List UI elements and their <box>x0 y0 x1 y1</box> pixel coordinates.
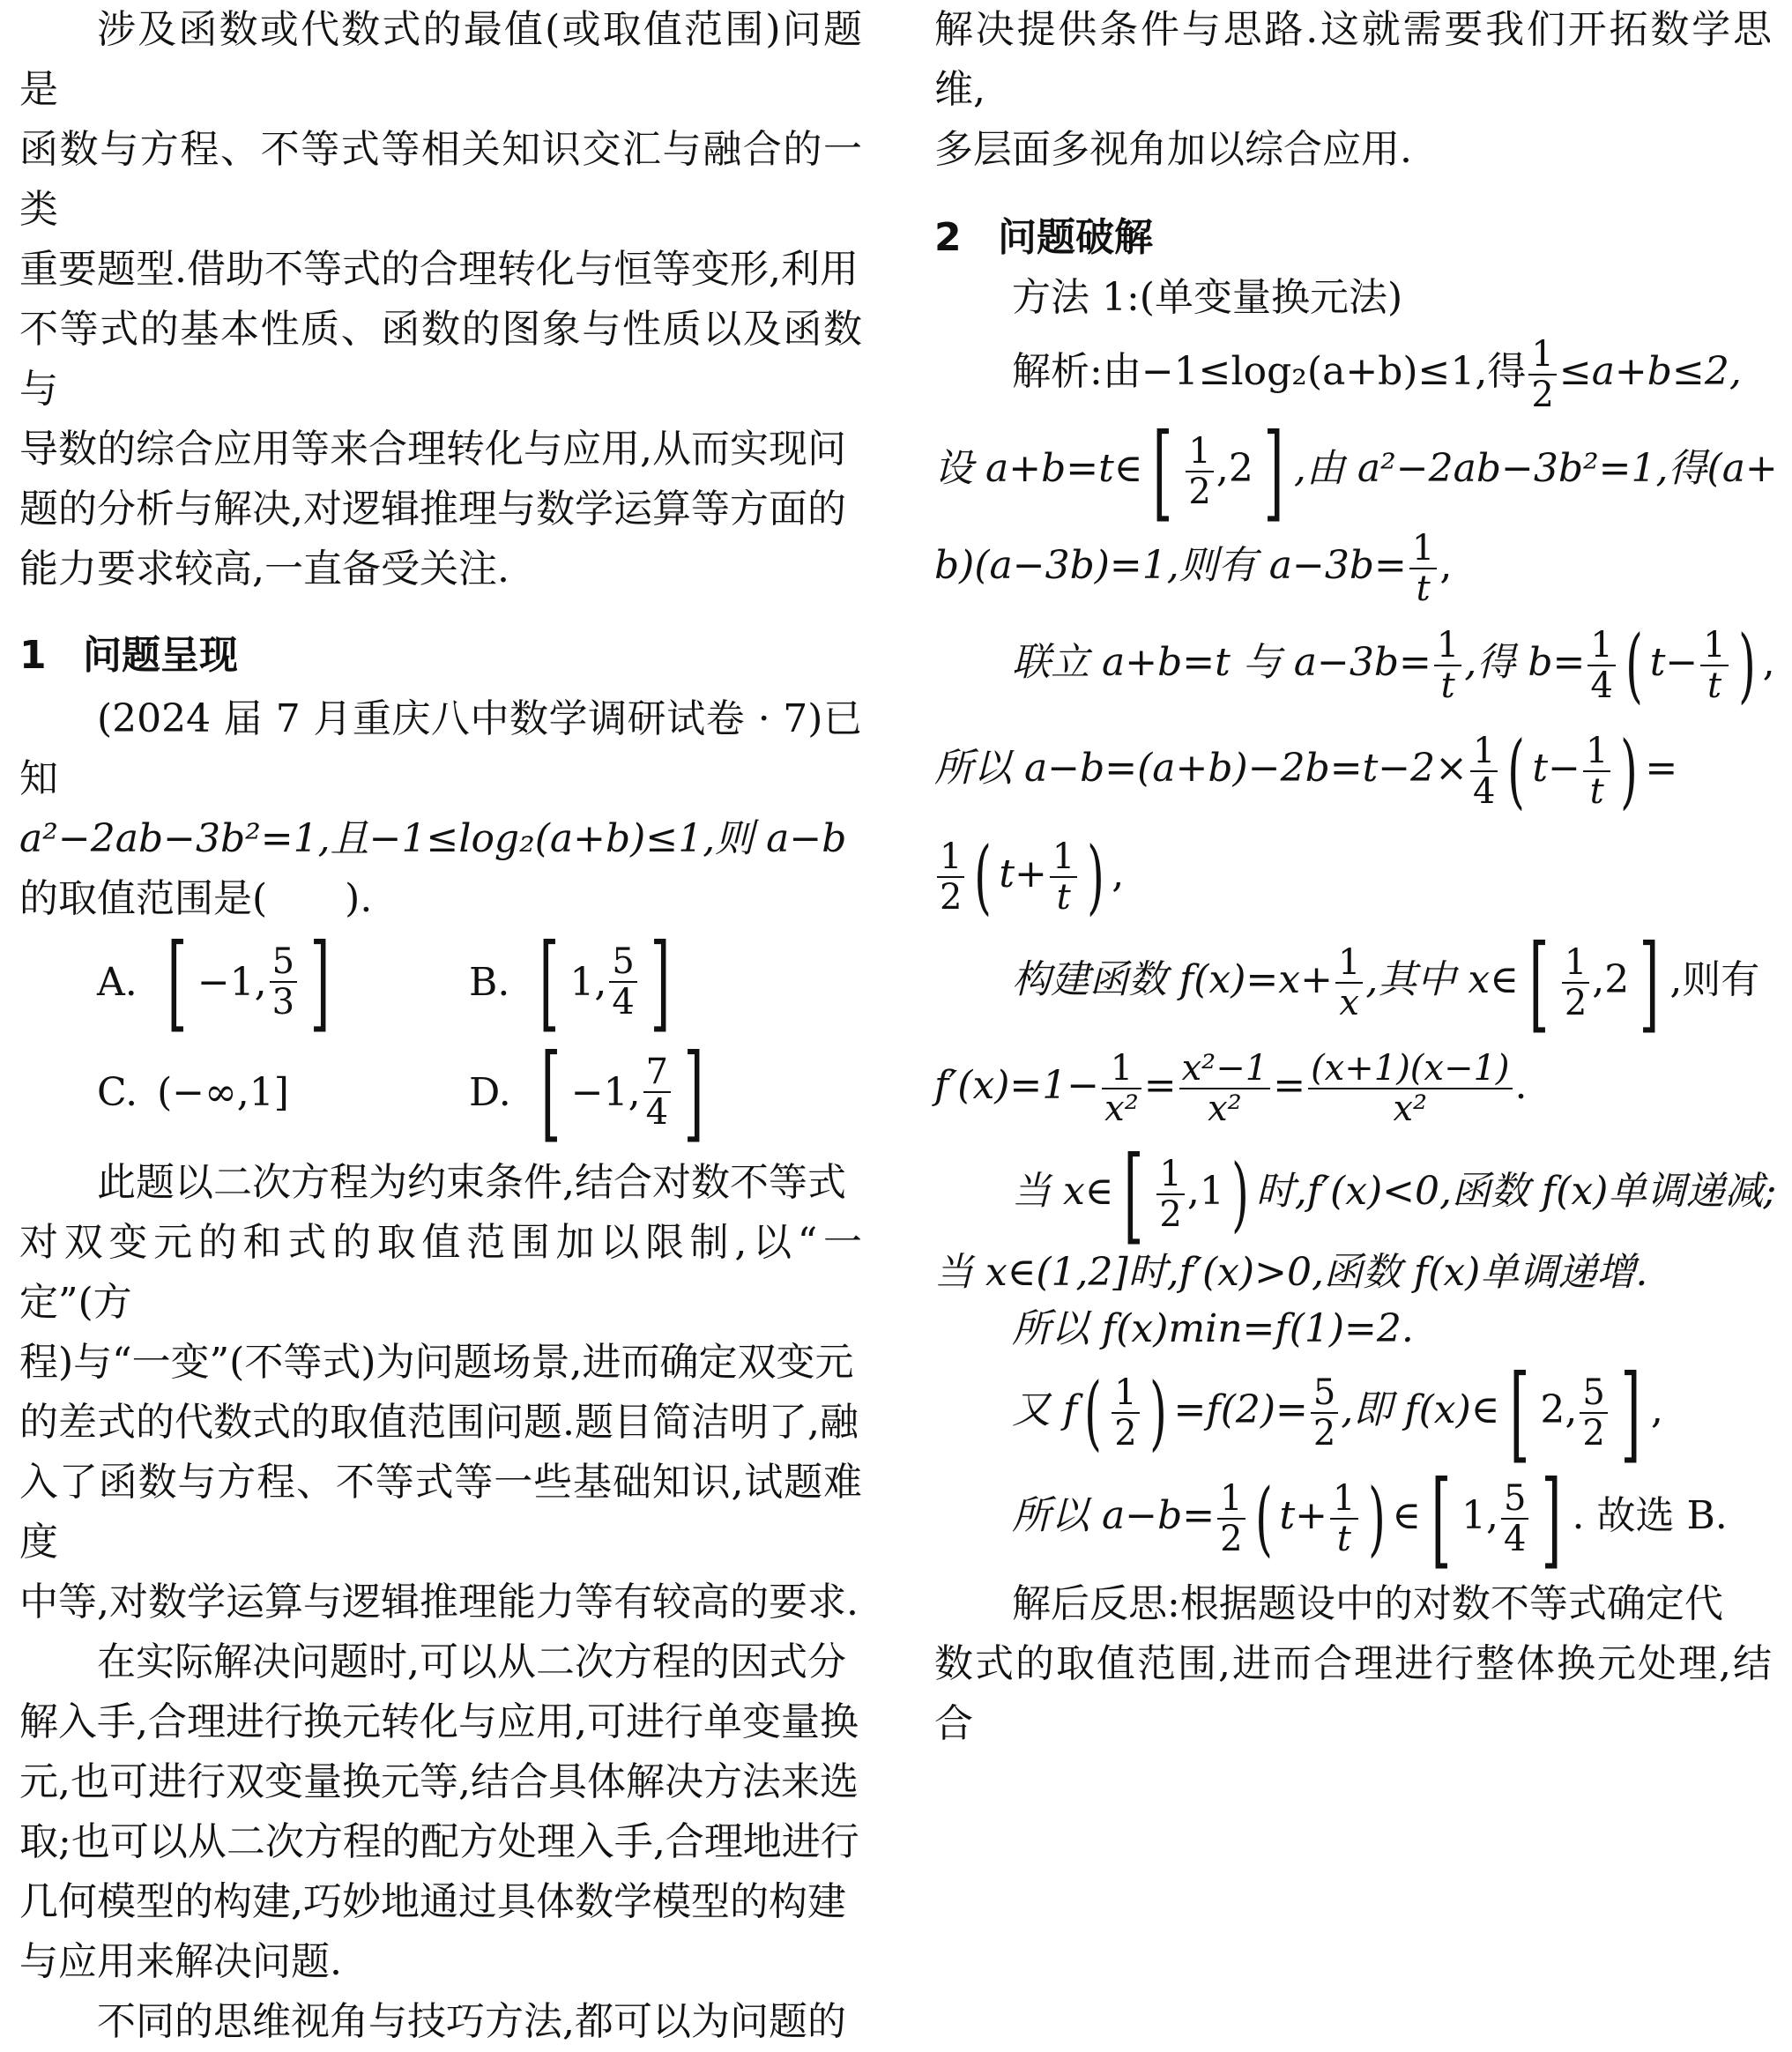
denominator: 3 <box>271 982 295 1022</box>
problem-line: a²−2ab−3b²=1,且−1≤log₂(a+b)≤1,则 a−b <box>19 816 847 861</box>
fraction <box>270 942 297 1022</box>
option-value: 1, <box>569 959 607 1005</box>
option-label: B. <box>469 959 510 1005</box>
right-column <box>934 0 1778 1746</box>
problem-line: 的取值范围是( ). <box>19 876 373 921</box>
analysis-line: 的差式的代数式的取值范围问题.题目简洁明了,融 <box>19 1400 859 1445</box>
intro-line: 重要题型.借助不等式的合理转化与恒等变形,利用 <box>19 247 859 292</box>
option-label: D. <box>469 1069 511 1115</box>
right-bracket: ] <box>650 921 671 1043</box>
answer-options <box>19 921 862 1153</box>
analysis-paragraph-1 <box>19 1153 862 1632</box>
problem-statement <box>19 689 862 929</box>
right-bracket: ] <box>683 1031 704 1153</box>
option-value: −1, <box>197 959 267 1005</box>
continued-paragraph <box>934 0 1772 180</box>
option-c <box>97 1039 289 1145</box>
solution-text: f′(x)=1− <box>934 1063 1100 1108</box>
reflection-paragraph <box>934 1574 1772 1754</box>
solution-text: 解析:由−1≤log₂(a+b)≤1,得 <box>1012 349 1527 394</box>
solution-line: 构建函数 f(x)=x+ $\frac{1}{x}$ ,其中 x∈[ $\frac{1}{2}$ ,2] ,则有 <box>1012 921 1760 1044</box>
analysis-line: 中等,对数学运算与逻辑推理能力等有较高的要求. <box>19 1580 859 1624</box>
right-bracket: ] <box>309 921 331 1043</box>
intro-paragraph <box>19 0 862 599</box>
analysis-line: 程)与“一变”(不等式)为问题场景,进而确定双变元 <box>19 1340 854 1385</box>
solution-text: 当 x∈(1,2]时,f′(x)>0,函数 f(x)单调递增. <box>934 1250 1648 1295</box>
reflection-line: 数式的取值范围,进而合理进行整体换元处理,结合 <box>934 1641 1772 1746</box>
numerator: 5 <box>271 941 295 982</box>
analysis-paragraph-3 <box>19 1992 862 2052</box>
intro-line: 函数与方程、不等式等相关知识交汇与融合的一类 <box>19 127 862 232</box>
solution-line: 当 x∈[ $\frac{1}{2}$ ,1) 时,f′(x)<0,函数 f(x)单调递减; <box>1012 1133 1777 1255</box>
denominator: 4 <box>645 1092 669 1133</box>
solution-line: 联立 a+b=t 与 a−3b= $\frac{1}{t}$ ,得 b= $\frac{1}{4}$ ( t− $\frac{1}{t}$ ) , <box>1012 617 1775 712</box>
analysis-paragraph-2 <box>19 1632 862 1992</box>
problem-line: (2024 届 7 月重庆八中数学调研试卷 · 7)已知 <box>19 696 862 801</box>
analysis-line: 对双变元的和式的取值范围加以限制,以“一定”(方 <box>19 1220 862 1325</box>
intro-line: 不等式的基本性质、函数的图象与性质以及函数与 <box>19 307 862 412</box>
solution-text: . 故选 B. <box>1572 1493 1728 1538</box>
intro-line: 涉及函数或代数式的最值(或取值范围)问题是 <box>19 7 862 112</box>
fraction <box>609 942 636 1022</box>
left-bracket: [ <box>167 921 188 1043</box>
solution-text: b)(a−3b)=1,则有 a−3b= <box>934 543 1407 588</box>
solution-line <box>934 1301 1772 1357</box>
option-value: −1, <box>570 1069 641 1115</box>
option-b <box>469 921 680 1043</box>
solution-line <box>934 328 1772 416</box>
analysis-line: 入了函数与方程、不等式等一些基础知识,试题难度 <box>19 1460 862 1565</box>
reflection-line: 解后反思:根据题设中的对数不等式确定代 <box>1012 1581 1723 1626</box>
analysis-line: 此题以二次方程为约束条件,结合对数不等式 <box>97 1160 846 1205</box>
solution-line: 所以 a−b= $\frac{1}{2}$ ( t+ $\frac{1}{t}$ ) ∈[ 1, $\frac{5}{4}$ ] . 故选 B. <box>1012 1457 1728 1580</box>
fraction <box>643 1052 671 1132</box>
solution-text: ≤a+b≤2, <box>1558 349 1742 394</box>
section-heading-1 <box>19 626 862 686</box>
method-title <box>934 268 1772 328</box>
numerator: 5 <box>612 941 635 982</box>
solution-text: 所以 a−b= <box>1012 1493 1216 1538</box>
option-label: A. <box>97 959 138 1005</box>
solution-text: 当 x∈ <box>1012 1169 1114 1214</box>
solution-text: ,其中 x∈ <box>1365 957 1519 1002</box>
option-label: C. <box>97 1069 138 1115</box>
analysis-line: 在实际解决问题时,可以从二次方程的因式分 <box>97 1639 846 1684</box>
analysis-line: 元,也可进行双变量换元等,结合具体解决方法来选 <box>19 1759 859 1804</box>
left-column <box>19 0 862 2044</box>
solution-text: ,由 a²−2ab−3b²=1,得(a+ <box>1293 446 1778 491</box>
intro-line: 题的分析与解决,对逻辑推理与数学运算等方面的 <box>19 487 846 532</box>
solution-text: 所以 f(x)min=f(1)=2. <box>1012 1306 1414 1351</box>
left-bracket: [ <box>540 1031 561 1153</box>
section-heading-2 <box>934 208 1772 268</box>
solution-text: 设 a+b=t∈ <box>934 446 1143 491</box>
intro-line: 能力要求较高,一直备受关注. <box>19 546 509 591</box>
fraction: $\frac{1}{2}$ <box>1528 335 1556 414</box>
intro-line: 导数的综合应用等来合理转化与应用,从而实现问 <box>19 427 846 472</box>
section-title: 问题呈现 <box>83 633 238 678</box>
option-a <box>97 921 340 1043</box>
text-line: 多层面多视角加以综合应用. <box>934 127 1412 172</box>
solution-line <box>934 1245 1772 1301</box>
option-value: (−∞,1] <box>157 1069 289 1115</box>
solution-text: ,即 f(x)∈ <box>1341 1387 1500 1432</box>
solution-text: ,则有 <box>1669 957 1760 1002</box>
solution-line: $\frac{1}{2}$ ( t+ $\frac{1}{t}$ ) , <box>934 822 1772 927</box>
section-number: 2 <box>934 215 962 260</box>
solution-text: 联立 a+b=t 与 a−3b= <box>1012 640 1431 685</box>
analysis-line: 解入手,合理进行换元转化与应用,可进行单变量换 <box>19 1699 859 1744</box>
section-title: 问题破解 <box>998 215 1153 260</box>
solution-text: 又 f <box>1012 1387 1078 1432</box>
analysis-line: 几何模型的构建,巧妙地通过具体数学模型的构建 <box>19 1879 846 1924</box>
left-bracket: [ <box>539 921 560 1043</box>
option-d <box>469 1031 714 1153</box>
analysis-line: 与应用来解决问题. <box>19 1939 342 1984</box>
solution-text: ,得 b= <box>1464 640 1586 685</box>
section-number: 1 <box>19 633 47 678</box>
solution-line: 设 a+b=t∈[ $\frac{1}{2}$ ,2] ,由 a²−2ab−3b²=1,得(a+ <box>934 410 1778 532</box>
method-label: 方法 1:(单变量换元法) <box>1012 275 1403 320</box>
text-line: 解决提供条件与思路.这就需要我们开拓数学思维, <box>934 7 1772 112</box>
solution-text: 时,f′(x)<0,函数 f(x)单调递减; <box>1255 1169 1777 1214</box>
numerator: 7 <box>645 1052 669 1092</box>
solution-text: ,2 <box>1216 446 1253 491</box>
solution-line: b)(a−3b)=1,则有 a−3b= $\frac{1}{t}$ , <box>934 527 1453 609</box>
solution-line: 所以 a−b=(a+b)−2b=t−2× $\frac{1}{4}$ ( t− $\frac{1}{t}$ ) = <box>934 723 1678 818</box>
solution-text: 所以 a−b=(a+b)−2b=t−2× <box>934 746 1469 791</box>
solution-line: 又 f( $\frac{1}{2}$ ) =f(2)= $\frac{5}{2}$ ,即 f(x)∈[ 2, $\frac{5}{2}$ ] , <box>1012 1351 1663 1474</box>
solution-text: 构建函数 f(x)=x+ <box>1012 957 1333 1002</box>
analysis-line: 取;也可以从二次方程的配方处理入手,合理地进行 <box>19 1819 859 1864</box>
solution-text: =f(2)= <box>1173 1387 1308 1432</box>
analysis-line: 不同的思维视角与技巧方法,都可以为问题的 <box>97 1999 846 2044</box>
denominator: 4 <box>612 982 635 1022</box>
solution-line: f′(x)=1− $\frac{1}{\text{x²}}$ = $\frac{\text{x²−1}}{\text{x²}}$ = $\frac{(x+1)(x-1)}{\text{x²}}$ . <box>934 1047 1528 1129</box>
